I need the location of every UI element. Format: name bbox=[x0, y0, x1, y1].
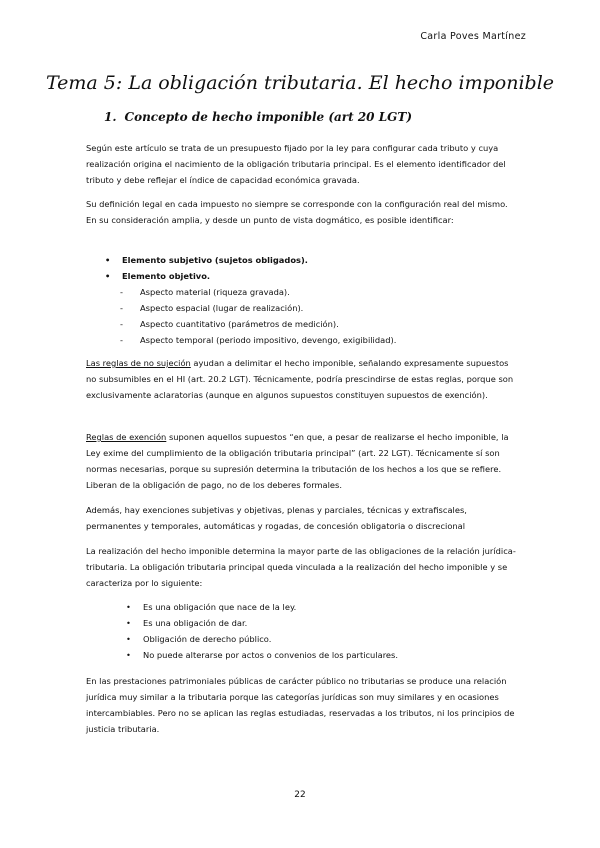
page-number: 22 bbox=[294, 790, 306, 800]
document-title: Tema 5: La obligación tributaria. El hecho imponible bbox=[45, 72, 555, 94]
characteristics-list bbox=[126, 599, 398, 663]
bullet-icon: • bbox=[126, 634, 131, 644]
term-no-sujecion: Las reglas de no sujeción bbox=[86, 358, 191, 368]
section-heading-text: Concepto de hecho imponible (art 20 LGT) bbox=[124, 110, 413, 124]
bullet-icon: • bbox=[126, 618, 131, 628]
list-item: • Es una obligación de dar. bbox=[143, 615, 398, 631]
paragraph-7: En las prestaciones patrimoniales públicas de carácter público no tributarias se produce una relación jurídica muy similar a la tributaria porque las categorías jurídicas son muy similares y en ocasiones intercambiables. Pero no se aplican las reglas estudiadas, reservadas a los tributos, ni los principios de justicia tributaria. bbox=[86, 676, 515, 734]
dash-icon: - bbox=[120, 287, 123, 297]
dash-icon: - bbox=[120, 319, 123, 329]
dash-icon: - bbox=[120, 335, 123, 345]
list-item: • No puede alterarse por actos o convenios de los particulares. bbox=[143, 647, 398, 663]
bullet-icon: • bbox=[105, 255, 111, 265]
aspect-item: - Aspecto material (riqueza gravada). bbox=[120, 284, 290, 300]
list-item: • Elemento objetivo. bbox=[122, 268, 308, 284]
list-item: • Obligación de derecho público. bbox=[143, 631, 398, 647]
paragraph-1: Según este artículo se trata de un presupuesto fijado por la ley para configurar cada tributo y cuya realización origina el nacimiento de la obligación tributaria principal. Es el elemento identificador del tributo y debe reflejar el índice de capacidad económica gravada. bbox=[86, 143, 506, 185]
section-number: 1. bbox=[104, 110, 117, 124]
term-exencion: Reglas de exención bbox=[86, 432, 167, 442]
paragraph-6: La realización del hecho imponible determina la mayor parte de las obligaciones de la relación jurídica-tributaria. La obligación tributaria principal queda vinculada a la realización del hecho imponible y se caracteriza por lo siguiente: bbox=[86, 546, 516, 588]
paragraph-exencion: Reglas de exención suponen aquellos supuestos “en que, a pesar de realizarse el hecho imponible, la Ley exime del cumplimiento de la obligación tributaria principal” (art. 22 LGT). Técnicamente sí son normas necesarias, porque su supresión determina la tributación de los hechos a los que se refiere. Liberan de la obligación de pago, no de los deberes formales. bbox=[86, 432, 509, 490]
dash-icon: - bbox=[120, 303, 123, 313]
list-item: • Es una obligación que nace de la ley. bbox=[143, 599, 398, 615]
elements-list bbox=[105, 252, 308, 284]
paragraph-5: Además, hay exenciones subjetivas y objetivas, plenas y parciales, técnicas y extrafiscales, permanentes y temporales, automáticas y rogadas, de concesión obligatoria o discrecional bbox=[86, 505, 467, 531]
paragraph-2: Su definición legal en cada impuesto no siempre se corresponde con la configuración real del mismo. En su consideración amplia, y desde un punto de vista dogmático, es posible identificar: bbox=[86, 199, 508, 225]
paragraph-no-sujecion: Las reglas de no sujeción ayudan a delimitar el hecho imponible, señalando expresamente supuestos no subsumibles en el HI (art. 20.2 LGT). Técnicamente, podría prescindirse de estas reglas, porque son exclusivamente aclaratorias (aunque en algunos supuestos constituyen supuestos de exención). bbox=[86, 358, 514, 400]
aspect-item: - Aspecto cuantitativo (parámetros de medición). bbox=[120, 316, 339, 332]
section-heading bbox=[104, 110, 412, 124]
aspect-item: - Aspecto espacial (lugar de realización). bbox=[120, 300, 303, 316]
header-author: Carla Poves Martínez bbox=[420, 31, 526, 42]
bullet-icon: • bbox=[126, 602, 131, 612]
bullet-icon: • bbox=[126, 650, 131, 660]
list-item: • Elemento subjetivo (sujetos obligados). bbox=[122, 252, 308, 268]
aspect-item: - Aspecto temporal (periodo impositivo, devengo, exigibilidad). bbox=[120, 332, 396, 348]
bullet-icon: • bbox=[105, 271, 111, 281]
